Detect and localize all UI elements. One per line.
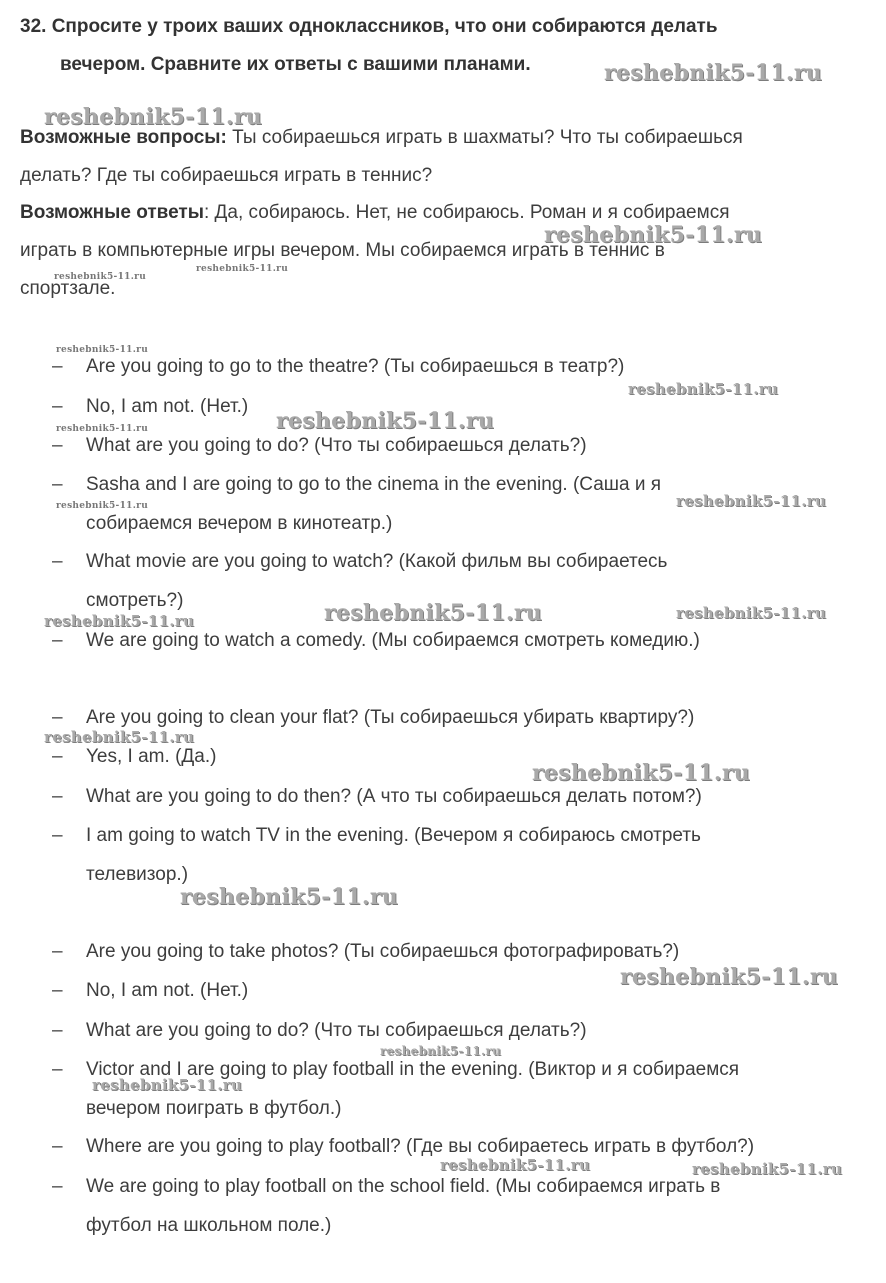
dash-marker: – (52, 630, 63, 651)
dialog-line (0, 542, 886, 611)
watermark: reshebnik5-11.ru (532, 760, 751, 786)
task-number: 32. (20, 16, 47, 37)
watermark: reshebnik5-11.ru (56, 424, 149, 434)
possible-answers-text1: : Да, собираюсь. Нет, не собираюсь. Роман и я собираемся (203, 202, 730, 223)
watermark: reshebnik5-11.ru (628, 380, 779, 398)
dash-marker: – (52, 1020, 63, 1041)
dialog-line-text: What are you going to do then? (А что ты собираешься делать потом?) (86, 786, 702, 807)
watermark: reshebnik5-11.ru (56, 501, 149, 511)
watermark: reshebnik5-11.ru (620, 964, 839, 990)
dialog-line-continuation: телевизор.) (86, 864, 189, 885)
possible-questions-label: Возможные вопросы: (20, 127, 227, 148)
dialog-line-text: No, I am not. (Нет.) (86, 396, 249, 417)
watermark: reshebnik5-11.ru (440, 1156, 591, 1174)
dash-marker: – (52, 786, 63, 807)
dialog-line-text: Are you going to clean your flat? (Ты собираешься убирать квартиру?) (86, 707, 695, 728)
dash-marker: – (52, 1059, 63, 1080)
dash-marker: – (52, 941, 63, 962)
dash-marker: – (52, 474, 63, 495)
watermark: reshebnik5-11.ru (54, 272, 147, 282)
dialog-line (0, 777, 886, 816)
watermark: reshebnik5-11.ru (380, 1044, 502, 1058)
dash-marker: – (52, 551, 63, 572)
dialog-line-text: Are you going to go to the theatre? (Ты собираешься в театр?) (86, 356, 625, 377)
dash-marker: – (52, 356, 63, 377)
dash-marker: – (52, 707, 63, 728)
dialog-line-continuation: смотреть?) (86, 590, 184, 611)
dialog-line-text: Victor and I are going to play football in the evening. (Виктор и я собираемся (86, 1059, 740, 1080)
watermark: reshebnik5-11.ru (180, 884, 399, 910)
dialog-line-continuation: вечером поиграть в футбол.) (86, 1098, 342, 1119)
dash-marker: – (52, 435, 63, 456)
dialog-line-text: What are you going to do? (Что ты собираешься делать?) (86, 435, 587, 456)
dialog-line-text: I am going to watch TV in the evening. (Вечером я собираюсь смотреть (86, 825, 701, 846)
watermark: reshebnik5-11.ru (44, 104, 263, 130)
watermark: reshebnik5-11.ru (324, 600, 543, 626)
dash-marker: – (52, 980, 63, 1001)
watermark: reshebnik5-11.ru (56, 345, 149, 355)
watermark: reshebnik5-11.ru (196, 264, 289, 274)
dialog-line-text: We are going to watch a comedy. (Мы собираемся смотреть комедию.) (86, 630, 700, 651)
dialog-line-continuation: футбол на школьном поле.) (86, 1215, 332, 1236)
dialog-line-text: We are going to play football on the school field. (Мы собираемся играть в (86, 1176, 721, 1197)
dialog-line-continuation: собираемся вечером в кинотеатр.) (86, 513, 393, 534)
dialog-line-text: What are you going to do? (Что ты собираешься делать?) (86, 1020, 587, 1041)
dash-marker: – (52, 1136, 63, 1157)
possible-answers-text2: играть в компьютерные игры вечером. Мы собираемся играть в теннис в (20, 240, 665, 261)
dialog-line-text: Yes, I am. (Да.) (86, 746, 217, 767)
possible-answers-text3: спортзале. (20, 278, 116, 299)
watermark: reshebnik5-11.ru (604, 60, 823, 86)
dialog-line-text: Sasha and I are going to go to the cinema in the evening. (Саша и я (86, 474, 662, 495)
watermark: reshebnik5-11.ru (44, 728, 195, 746)
possible-questions (20, 119, 870, 195)
watermark: reshebnik5-11.ru (44, 612, 195, 630)
possible-answers (20, 194, 870, 308)
watermark: reshebnik5-11.ru (276, 408, 495, 434)
possible-questions-text2: делать? Где ты собираешься играть в теннис? (20, 165, 433, 186)
dash-marker: – (52, 825, 63, 846)
watermark: reshebnik5-11.ru (676, 604, 827, 622)
dash-marker: – (52, 396, 63, 417)
dialog-line-text: No, I am not. (Нет.) (86, 980, 249, 1001)
dialog-line (0, 816, 886, 885)
watermark: reshebnik5-11.ru (676, 492, 827, 510)
possible-answers-label: Возможные ответы (20, 202, 204, 223)
possible-questions-text1: Ты собираешься играть в шахматы? Что ты собираешься (226, 127, 743, 148)
watermark: reshebnik5-11.ru (544, 222, 763, 248)
task-heading-line1: Спросите у троих ваших одноклассников, что они собираются делать (51, 16, 718, 37)
dash-marker: – (52, 746, 63, 767)
watermark: reshebnik5-11.ru (692, 1160, 843, 1178)
watermark: reshebnik5-11.ru (92, 1076, 243, 1094)
dialog-line-text: Where are you going to play football? (Где вы собираетесь играть в футбол?) (86, 1136, 755, 1157)
dialog-line-text: Are you going to take photos? (Ты собираешься фотографировать?) (86, 941, 680, 962)
dialog-line-text: What movie are you going to watch? (Какой фильм вы собираетесь (86, 551, 668, 572)
task-heading-line2: вечером. Сравните их ответы с вашими планами. (60, 54, 531, 75)
dash-marker: – (52, 1176, 63, 1197)
